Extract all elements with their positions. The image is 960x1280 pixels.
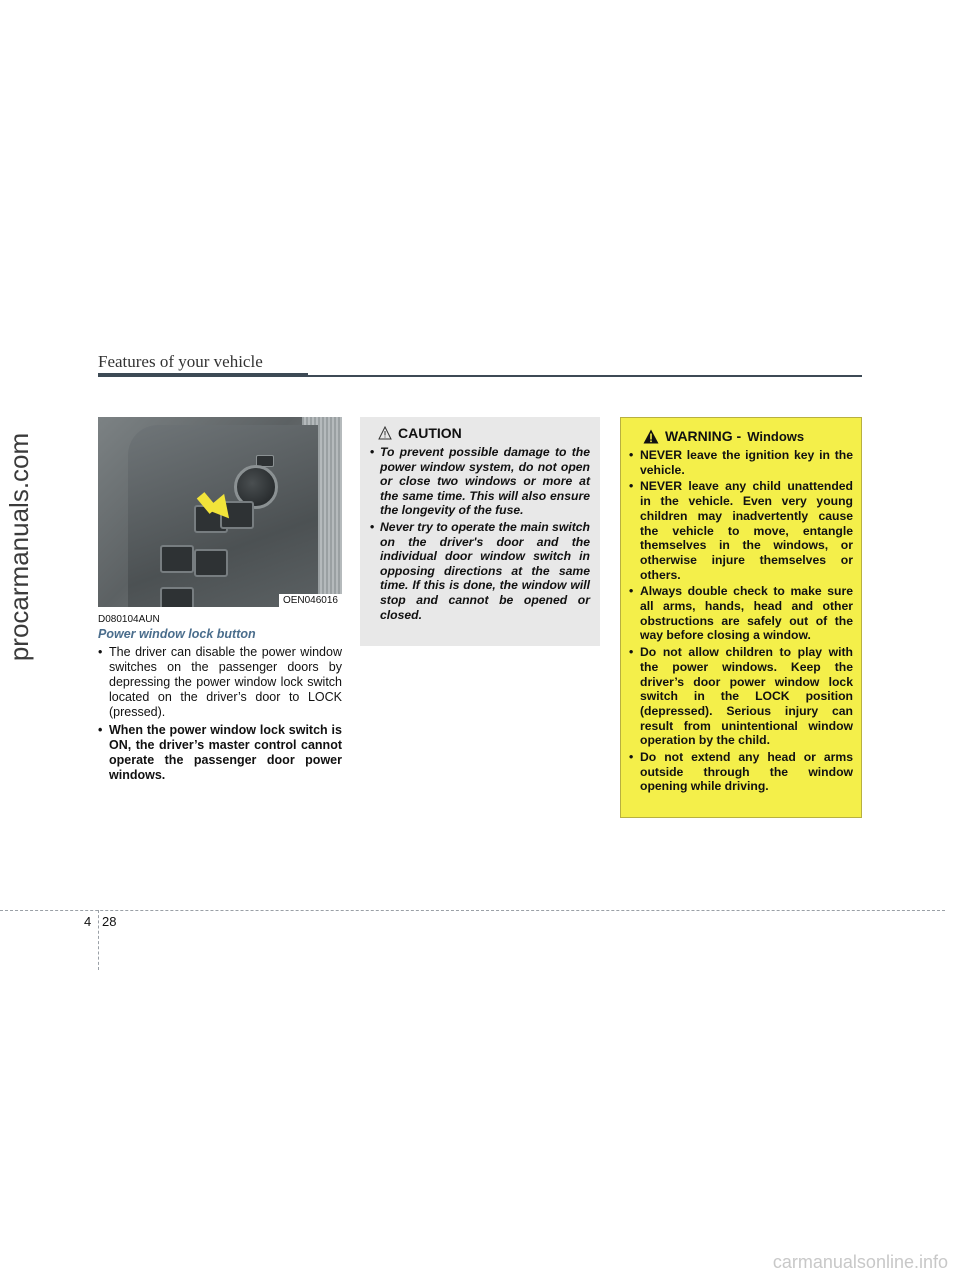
section-list (98, 645, 342, 786)
warning-item: • NEVER leave the ignition key in the vehicle. (629, 448, 853, 477)
site-watermark: carmanualsonline.info (772, 1252, 948, 1272)
list-item: • When the power window lock switch is ON, the driver’s master control cannot operate the passenger door power windows. (98, 723, 342, 783)
footer-rule (0, 910, 945, 911)
caution-box (360, 417, 600, 646)
warning-item: • Always double check to make sure all arms, hands, head and other obstructions are safely out of the way before closing a window. (629, 584, 853, 643)
chapter-number: 4 (84, 914, 92, 929)
warning-list (629, 448, 853, 794)
section-subtitle: Power window lock button (98, 627, 256, 641)
warning-header (643, 428, 853, 444)
caution-title: CAUTION (398, 425, 462, 441)
footer-vertical-rule (98, 910, 99, 970)
section-code: D080104AUN (98, 614, 160, 625)
window-switch-icon (194, 549, 228, 577)
caution-item: • To prevent possible damage to the power window system, do not open or close two windows or more at the same time. This will also ensure the longevity of the fuse. (370, 445, 590, 518)
photo-label: OEN046016 (279, 594, 342, 607)
page-number: 28 (102, 914, 117, 929)
warning-box (620, 417, 862, 818)
page-header-title: Features of your vehicle (98, 352, 263, 371)
warning-triangle-icon (643, 429, 659, 444)
caution-item: • Never try to operate the main switch on the driver's door and the individual door window switch in opposing directions at the same time. If this is done, the window will stop and cannot be opened or closed. (370, 520, 590, 622)
window-switch-icon (160, 545, 194, 573)
warning-title: WARNING - (665, 428, 742, 444)
caution-header (378, 425, 590, 441)
header-rule-thin (308, 375, 862, 377)
warning-item: • Do not extend any head or arms outside through the window opening while driving. (629, 750, 853, 794)
caution-list (370, 445, 590, 622)
warning-subtitle: Windows (747, 428, 805, 444)
header-rule-thick (98, 373, 308, 377)
list-item: • The driver can disable the power window switches on the passenger doors by depressing the power window lock switch located on the driver’s door to LOCK (pressed). (98, 645, 342, 720)
window-switch-icon (160, 587, 194, 607)
side-watermark: procarmanuals.com (4, 432, 34, 662)
warning-item: • NEVER leave any child unattended in the vehicle. Even very young children may inadvertently cause the vehicle to move, entangle themselves in the windows, or otherwise injure themselves or others. (629, 479, 853, 582)
caution-triangle-icon (378, 426, 392, 440)
door-switch-photo (98, 417, 342, 607)
warning-item: • Do not allow children to play with the power windows. Keep the driver’s door power window lock switch in the LOCK position (depressed). Serious injury can result from unintentional window operation by the child. (629, 645, 853, 748)
